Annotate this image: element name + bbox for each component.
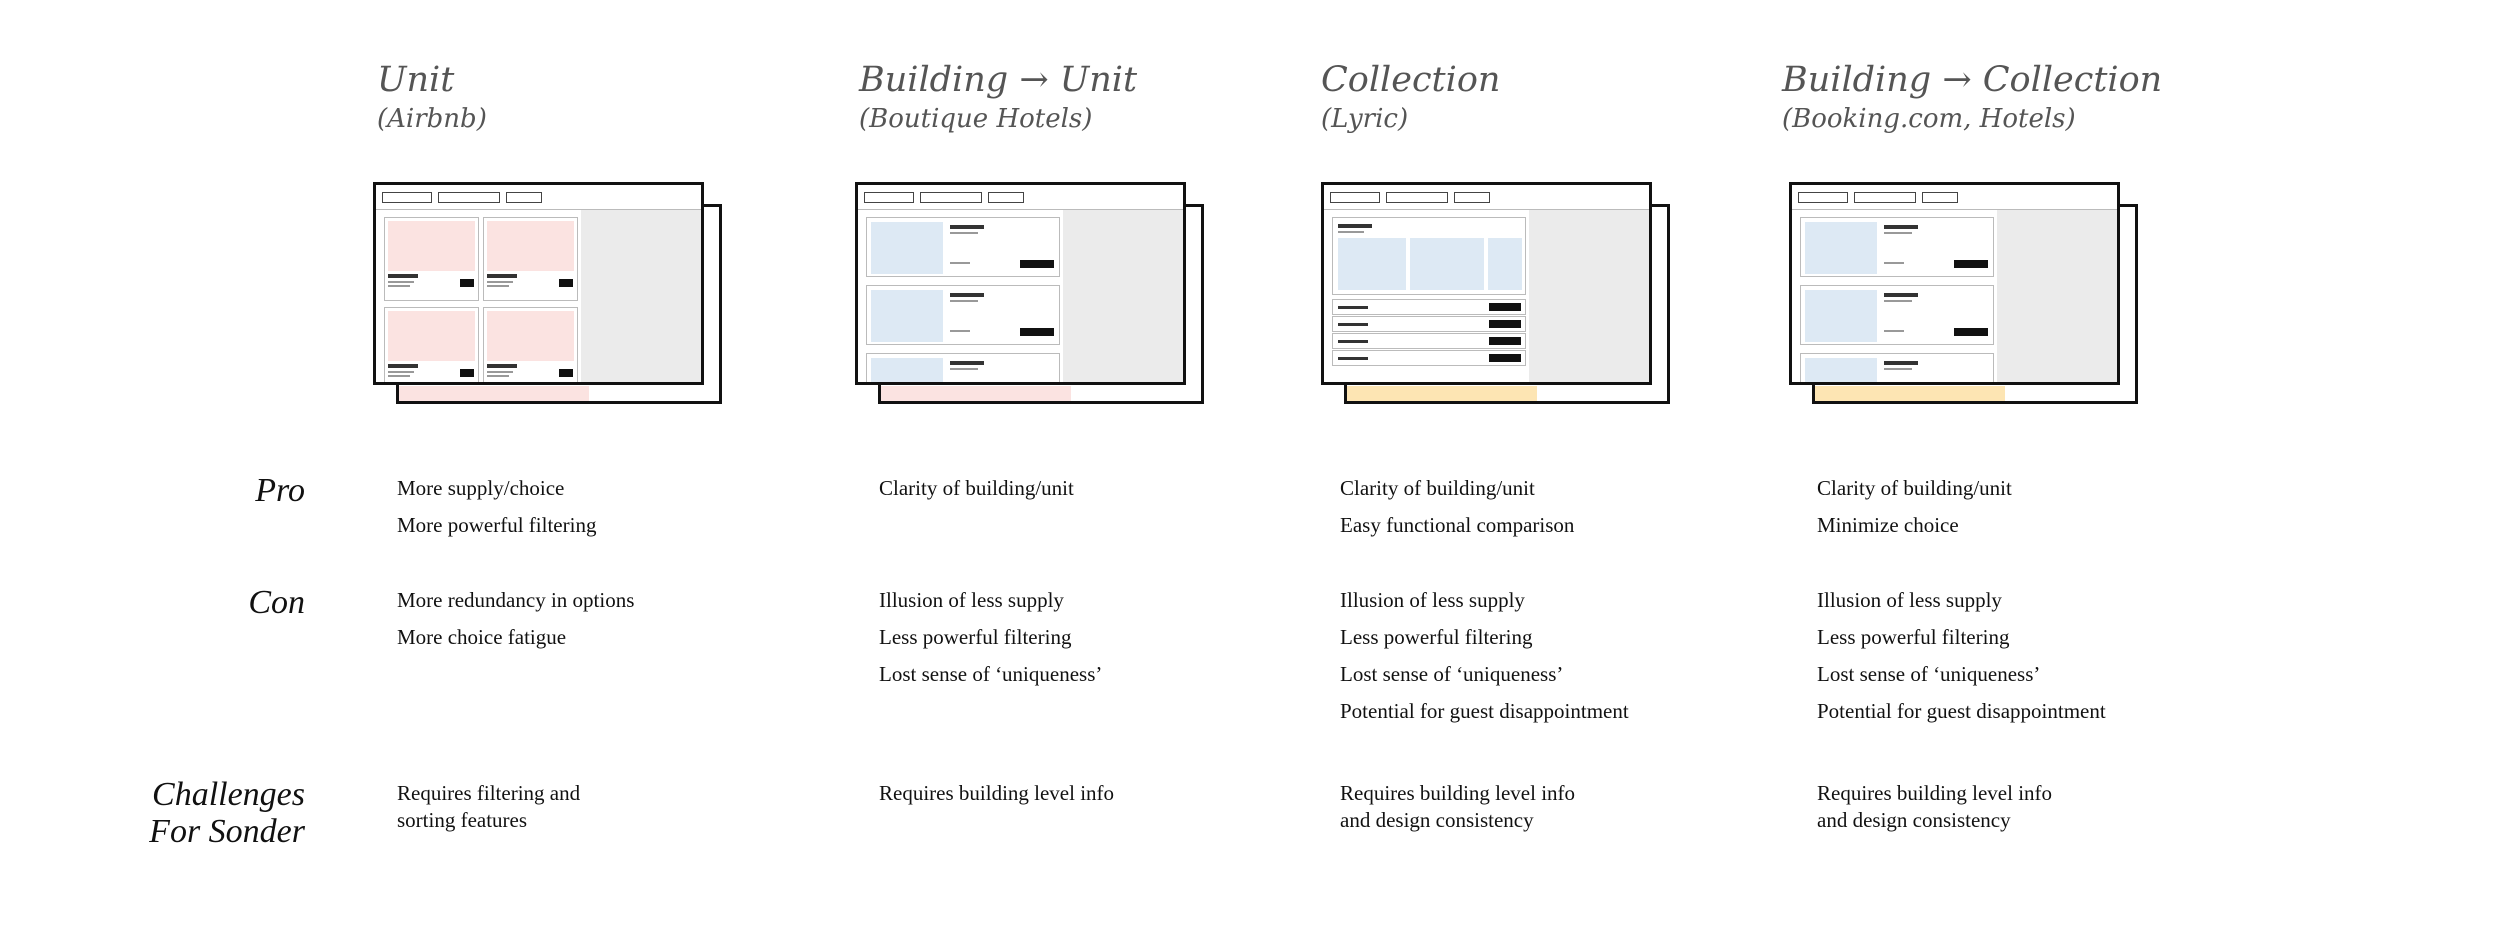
con-item: Illusion of less supply [1817, 588, 2002, 612]
challenge-text-building-unit: Requires building level info [879, 781, 1115, 805]
wireframe-building-card [1800, 217, 1994, 277]
con-list-unit [397, 582, 634, 656]
column-title: Building → Unit [859, 60, 1138, 100]
pro-item: Clarity of building/unit [1817, 476, 2012, 500]
wireframe-collection [1321, 182, 1676, 407]
wireframe-unit-type-row [1332, 333, 1526, 349]
con-item: Lost sense of ‘uniqueness’ [1340, 662, 1564, 686]
wireframe-filter-chip [920, 192, 982, 203]
pro-list-unit [397, 470, 596, 544]
wireframe-unit-card [384, 307, 479, 385]
wireframe-map-area [1529, 210, 1649, 382]
wireframe-unit-card [483, 307, 578, 385]
wireframe-search-bar [1792, 185, 2117, 210]
wireframe-filter-chip [438, 192, 500, 203]
con-item: Potential for guest disappointment [1340, 699, 1629, 723]
pro-item: Easy functional comparison [1340, 513, 1575, 537]
wireframe-filter-chip [382, 192, 432, 203]
pro-list-collection [1340, 470, 1574, 544]
column-subtitle: (Booking.com, Hotels) [1782, 104, 2076, 134]
wireframe-building-card [866, 285, 1060, 345]
column-title: Collection [1321, 60, 1501, 100]
wireframe-unit-type-row [1332, 299, 1526, 315]
pro-list-building-unit [879, 470, 1074, 507]
con-item: Potential for guest disappointment [1817, 699, 2106, 723]
column-title: Unit [377, 60, 455, 100]
wireframe-unit-type-row [1332, 350, 1526, 366]
wireframe-search-bar [858, 185, 1183, 210]
con-item: Less powerful filtering [879, 625, 1072, 649]
challenge-text-building-collection: Requires building level info and design consistency [1817, 781, 2053, 832]
con-item: Illusion of less supply [1340, 588, 1525, 612]
pro-item: More supply/choice [397, 476, 565, 500]
wireframe-filter-chip [988, 192, 1024, 203]
column-subtitle: (Lyric) [1321, 104, 1409, 134]
wireframe-building-collection [1789, 182, 2144, 407]
wireframe-collection-card [1332, 217, 1526, 295]
wireframe-unit-card [483, 217, 578, 301]
wireframe-building-card [866, 353, 1060, 385]
wireframe-strip [399, 386, 589, 401]
wireframe-building-card [1800, 353, 1994, 385]
pro-list-building-collection [1817, 470, 2012, 544]
wireframe-building-card [866, 217, 1060, 277]
wireframe-search-bar [376, 185, 701, 210]
wireframe-map-area [1063, 210, 1183, 382]
con-item: More choice fatigue [397, 625, 567, 649]
wireframe-unit-grid [373, 182, 728, 407]
wireframe-unit-type-row [1332, 316, 1526, 332]
pro-item: Clarity of building/unit [1340, 476, 1535, 500]
column-subtitle: (Airbnb) [377, 104, 487, 134]
row-label-pro: Pro [255, 472, 305, 509]
wireframe-front-page [1321, 182, 1652, 385]
con-item: Less powerful filtering [1817, 625, 2010, 649]
wireframe-filter-chip [1454, 192, 1490, 203]
wireframe-map-area [581, 210, 701, 382]
wireframe-front-page [855, 182, 1186, 385]
wireframe-filter-chip [864, 192, 914, 203]
con-item: Illusion of less supply [879, 588, 1064, 612]
wireframe-filter-chip [1922, 192, 1958, 203]
column-header-collection [1321, 58, 1500, 136]
wireframe-building-list [855, 182, 1210, 407]
column-header-unit [377, 58, 487, 136]
con-list-building-unit [879, 582, 1102, 693]
con-item: Less powerful filtering [1340, 625, 1533, 649]
row-label-challenges: Challenges For Sonder [149, 776, 305, 850]
wireframe-filter-chip [1798, 192, 1848, 203]
con-item: Lost sense of ‘uniqueness’ [1817, 662, 2041, 686]
wireframe-filter-chip [506, 192, 542, 203]
challenge-text-collection: Requires building level info and design consistency [1340, 781, 1576, 832]
wireframe-front-page [373, 182, 704, 385]
wireframe-strip [1815, 386, 2005, 401]
wireframe-filter-chip [1854, 192, 1916, 203]
wireframe-filter-chip [1386, 192, 1448, 203]
wireframe-map-area [1997, 210, 2117, 382]
pro-item: Clarity of building/unit [879, 476, 1074, 500]
pro-item: More powerful filtering [397, 513, 597, 537]
wireframe-unit-card [384, 217, 479, 301]
wireframe-filter-chip [1330, 192, 1380, 203]
con-list-collection [1340, 582, 1629, 730]
wireframe-front-page [1789, 182, 2120, 385]
column-header-building-collection [1782, 58, 2162, 136]
column-subtitle: (Boutique Hotels) [859, 104, 1093, 134]
con-item: Lost sense of ‘uniqueness’ [879, 662, 1103, 686]
con-item: More redundancy in options [397, 588, 635, 612]
wireframe-search-bar [1324, 185, 1649, 210]
column-header-building-unit [859, 58, 1137, 136]
wireframe-strip [881, 386, 1071, 401]
pro-item: Minimize choice [1817, 513, 1959, 537]
con-list-building-collection [1817, 582, 2106, 730]
column-title: Building → Collection [1782, 60, 2163, 100]
row-label-con: Con [248, 584, 305, 621]
wireframe-strip [1347, 386, 1537, 401]
challenge-text-unit: Requires filtering and sorting features [397, 781, 581, 832]
wireframe-building-card [1800, 285, 1994, 345]
